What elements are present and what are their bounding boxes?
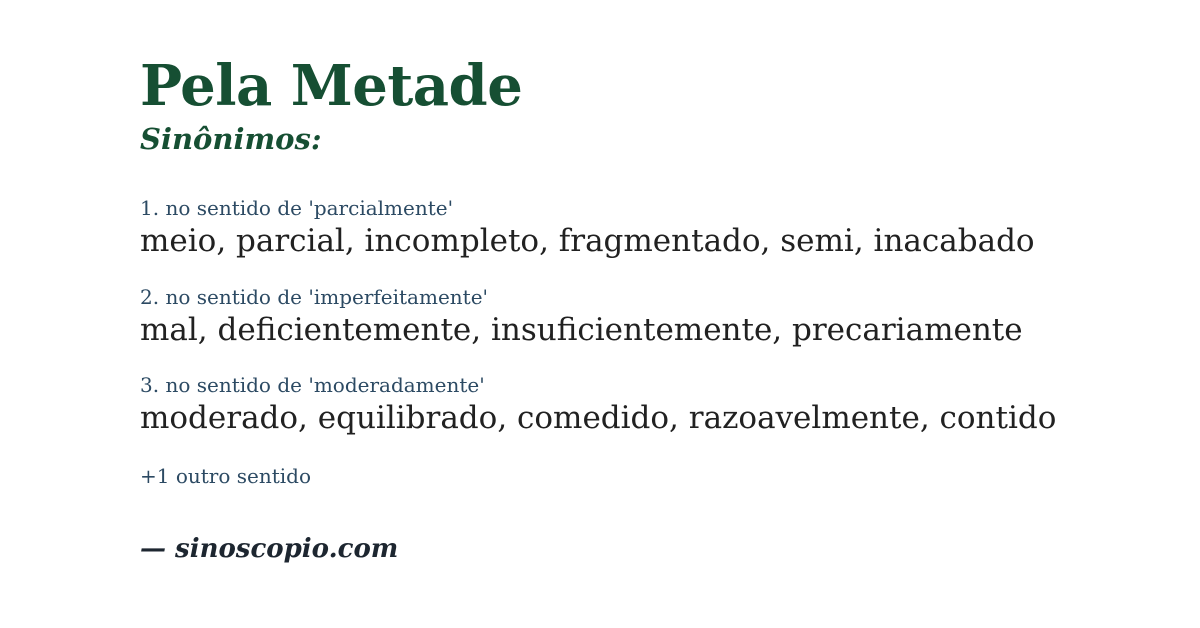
attribution: — sinoscopio.com xyxy=(140,533,399,564)
synonyms-heading: Sinônimos: xyxy=(140,122,322,157)
more-senses-link[interactable]: +1 outro sentido xyxy=(140,463,312,488)
sense-item xyxy=(140,373,1160,438)
senses-list xyxy=(140,196,1160,437)
sense-item xyxy=(140,285,1160,350)
sense-label: 2. no sentido de 'imperfeitamente' xyxy=(140,284,489,309)
sense-label: 1. no sentido de 'parcialmente' xyxy=(140,196,454,221)
sense-item xyxy=(140,196,1160,261)
sense-synonyms: mal, deficientemente, insuficientemente, precariamente xyxy=(140,311,1023,348)
sense-synonyms: moderado, equilibrado, comedido, razoavelmente, contido xyxy=(140,399,1057,436)
page-title: Pela Metade xyxy=(140,53,523,119)
sense-label: 3. no sentido de 'moderadamente' xyxy=(140,372,485,397)
sense-synonyms: meio, parcial, incompleto, fragmentado, semi, inacabado xyxy=(140,223,1035,260)
